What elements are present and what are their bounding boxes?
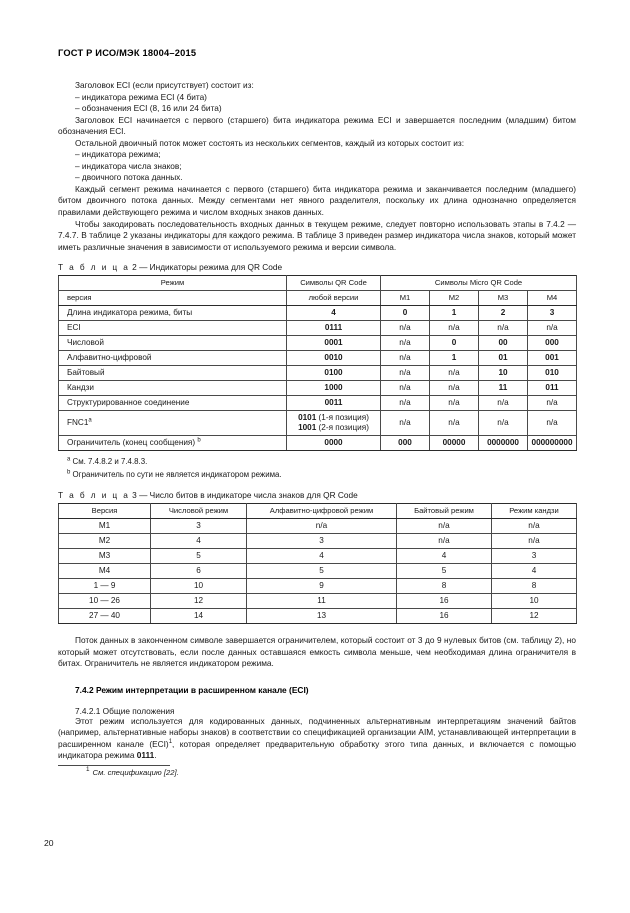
table3-row1-version: M2 [59,534,151,549]
table2-terminator-qr: 0000 [287,436,381,451]
bullet-mode-indicator: – индикатора режима; [75,149,161,160]
table2-fnc1-label-superscript: a [88,417,92,424]
paragraph-text-part2: , которая определяет предварительную обработку этого типа данных, и включается с помощью индикатора режима [58,738,576,761]
table2-row0-label: Длина индикатора режима, биты [59,306,287,321]
table-row [59,306,577,321]
table2-header-mode: Режим [59,276,287,291]
paragraph-text: Остальной двоичный поток может состоять из нескольких сегментов, каждый из которых состоит из: [75,137,465,148]
table3-header-version: Версия [59,504,151,519]
table2-fnc1-label-text: FNC1 [67,417,89,427]
table2-fnc1-qr-line2-note: (2-я позиция) [316,423,369,433]
table2-version-label: версия [59,291,287,306]
document-header: ГОСТ Р ИСО/МЭК 18004–2015 [58,48,197,58]
table2-fnc1-m2: n/a [430,411,479,436]
table2-row5-m3: 11 [479,381,528,396]
table3-row1-alphanumeric: 3 [247,534,397,549]
table2-row0-m1: 0 [381,306,430,321]
table3-header-numeric: Числовой режим [151,504,247,519]
bullet-char-count-indicator: – индикатора числа знаков; [75,160,182,171]
table2-fnc1-qr-line1-note: (1-я позиция) [316,412,369,422]
table3-caption-number: 3 [132,490,137,501]
table3-row4-version: 1 — 9 [59,579,151,594]
bullet-eci-mode-indicator: – индикатора режима ECI (4 бита) [75,91,207,102]
table3-row5-byte: 16 [397,594,492,609]
subsection-heading-7421: 7.4.2.1 Общие положения [75,705,175,716]
table2-row0-qr: 4 [287,306,381,321]
table3-row6-version: 27 — 40 [59,609,151,624]
table-row [59,564,577,579]
paragraph-eci-general [58,716,576,762]
table2-row3-m1: n/a [381,351,430,366]
table2-row6-m1: n/a [381,396,430,411]
table2-terminator-m4: 000000000 [528,436,577,451]
table2-row1-m1: n/a [381,321,430,336]
table2-header-microqr: Символы Micro QR Code [381,276,577,291]
table2-fnc1-qr-line1-code: 0101 [298,412,317,422]
table2-row3-qr: 0010 [287,351,381,366]
table2-note-a-text: См. 7.4.8.2 и 7.4.8.3. [72,457,148,467]
table2-caption-number: 2 [132,262,137,273]
table2-row1-qr: 0111 [287,321,381,336]
table2-row5-m1: n/a [381,381,430,396]
footnote-1-number: 1 [86,766,90,774]
page-number: 20 [44,838,54,848]
table2-row3-m4: 001 [528,351,577,366]
table2-note-b [67,469,576,482]
table3-header-row [59,504,577,519]
table2-row2-m2: 0 [430,336,479,351]
table2-row2-m1: n/a [381,336,430,351]
table2-caption-text: — Индикаторы режима для QR Code [139,262,283,273]
table-row [59,549,577,564]
table3-caption-label: Т а б л и ц а [58,490,130,501]
table-row-terminator [59,436,577,451]
table2-note-a [67,456,576,469]
paragraph-text: Поток данных в законченном символе завершается ограничителем, который состоит от 3 до 9 нулевых битов (см. таблицу 2), но который может отсутствовать, если после данных оставшаяся емкость символа меньше, чем необходимая длина ограничителя в битах. Ограничитель не является индикатором режима. [58,635,576,669]
paragraph-eci-header-intro [58,80,576,92]
table-row [59,519,577,534]
table-row [59,336,577,351]
table3-row3-version: M4 [59,564,151,579]
table2-row5-qr: 1000 [287,381,381,396]
table2-row6-m2: n/a [430,396,479,411]
paragraph-terminator [58,635,576,670]
table2-row5-m4: 011 [528,381,577,396]
table2-version-m1: M1 [381,291,430,306]
footnote-ref-1: 1 [168,739,173,746]
table3-row3-kanji: 4 [492,564,577,579]
table3-caption [58,490,576,500]
table2-version-row [59,291,577,306]
table3-row1-kanji: n/a [492,534,577,549]
table3-header-alphanumeric: Алфавитно-цифровой режим [247,504,397,519]
table2-version-m4: M4 [528,291,577,306]
table3-row2-alphanumeric: 4 [247,549,397,564]
table2-note-b-text: Ограничитель по сути не является индикатором режима. [72,469,282,479]
table2-caption-label: Т а б л и ц а [58,262,130,273]
table2-note-a-marker: a [67,456,71,463]
table2-row4-m2: n/a [430,366,479,381]
paragraph-text: Заголовок ECI (если присутствует) состоит из: [75,80,254,90]
table3-row1-numeric: 4 [151,534,247,549]
table-row [59,534,577,549]
table2-row5-label: Кандзи [59,381,287,396]
table2-note-b-marker: b [67,469,71,476]
table2-row3-m3: 01 [479,351,528,366]
footnote-1-text: См. спецификацию [22]. [92,768,179,778]
table2-row5-m2: n/a [430,381,479,396]
page-content [58,48,576,777]
table2-row6-label: Структурированное соединение [59,396,287,411]
paragraph-encoding-steps [58,219,576,254]
table-row [59,609,577,624]
table3-row0-version: M1 [59,519,151,534]
paragraph-remaining-stream [58,138,576,150]
table3-row2-version: M3 [59,549,151,564]
table2-fnc1-qr [287,411,381,436]
table2-row4-label: Байтовый [59,366,287,381]
table3-row5-kanji: 10 [492,594,577,609]
table2-row2-label: Числовой [59,336,287,351]
table-row [59,579,577,594]
paragraph-text-part1: Этот режим используется для кодированных данных, подчиненных альтернативным интерпретациям значений байтов (например, альтернативные наборы знаков) в соответствии со спецификацией организации AIM, устанавливающей интерпретации в расширенном канале (ECI) [58,715,576,749]
table3-row4-numeric: 10 [151,579,247,594]
table-row-fnc1 [59,411,577,436]
table3-row6-alphanumeric: 13 [247,609,397,624]
table2-row3-label: Алфавитно-цифровой [59,351,287,366]
table2-fnc1-m4: n/a [528,411,577,436]
table3-header-byte: Байтовый режим [397,504,492,519]
table-row [59,351,577,366]
table2-terminator-label-text: Ограничитель (конец сообщения) [67,437,196,447]
paragraph-text: Чтобы закодировать последовательность входных данных в текущем режиме, следует повторно использовать этапы в 7.4.2 — 7.4.7. В таблице 2 указаны индикаторы для каждого режима. В таблице 3 приведен размер индикатора числа знаков, который может иметь различные значения в зависимости от используемого режима и версии символа. [58,218,576,252]
table3-row6-kanji: 12 [492,609,577,624]
table3-row5-alphanumeric: 11 [247,594,397,609]
table2-terminator-m1: 000 [381,436,430,451]
table2-fnc1-label [59,411,287,436]
table-row [59,321,577,336]
table3-row5-numeric: 12 [151,594,247,609]
paragraph-text: Каждый сегмент режима начинается с первого (старшего) бита индикатора режима и заканчивается последним (младшего) битом двоичного потока данных. Между сегментами нет явного разделителя, поскольку их длина однозначно определяется правилами действующего режима и числом входных знаков данных. [58,183,576,218]
bullet-binary-data-stream: – двоичного потока данных. [75,172,183,183]
table3-row1-byte: n/a [397,534,492,549]
table3-row2-kanji: 3 [492,549,577,564]
section-heading-742: 7.4.2 Режим интерпретации в расширенном канале (ECI) [75,684,309,695]
table2-row1-m4: n/a [528,321,577,336]
table2-terminator-label [59,436,287,451]
table2-terminator-label-superscript: b [197,437,201,444]
table3-row3-numeric: 6 [151,564,247,579]
table2-fnc1-m3: n/a [479,411,528,436]
paragraph-text-end: . [154,750,157,761]
table2-terminator-m3: 0000000 [479,436,528,451]
footnote-1 [58,768,576,777]
paragraph-eci-header-start [58,115,576,138]
table2-row0-m4: 3 [528,306,577,321]
table2-row6-m4: n/a [528,396,577,411]
table2-row1-m2: n/a [430,321,479,336]
table3-row6-numeric: 14 [151,609,247,624]
table2-version-m2: M2 [430,291,479,306]
table3-row2-numeric: 5 [151,549,247,564]
table3-row0-alphanumeric: n/a [247,519,397,534]
table-row [59,396,577,411]
table2-version-qr: любой версии [287,291,381,306]
table2-caption [58,262,576,272]
table2-fnc1-qr-line1 [290,413,377,424]
table2-fnc1-qr-line2-code: 1001 [298,423,317,433]
table2-row4-m1: n/a [381,366,430,381]
table3-row0-numeric: 3 [151,519,247,534]
paragraph-segment-rules [58,184,576,219]
table2-header-row [59,276,577,291]
table2-row1-label: ECI [59,321,287,336]
table-row [59,594,577,609]
table2-row2-qr: 0001 [287,336,381,351]
table3-row0-kanji: n/a [492,519,577,534]
table2-fnc1-m1: n/a [381,411,430,436]
table3-row5-version: 10 — 26 [59,594,151,609]
table3-row4-byte: 8 [397,579,492,594]
table2-fnc1-qr-line2 [290,423,377,434]
table3-row3-byte: 5 [397,564,492,579]
table3-row2-byte: 4 [397,549,492,564]
table3-header-kanji: Режим кандзи [492,504,577,519]
table-row [59,381,577,396]
table3-row6-byte: 16 [397,609,492,624]
mode-indicator-code: 0111 [136,750,155,761]
table2-terminator-m2: 00000 [430,436,479,451]
table3-row3-alphanumeric: 5 [247,564,397,579]
table2-row1-m3: n/a [479,321,528,336]
table2-row4-qr: 0100 [287,366,381,381]
table2-row3-m2: 1 [430,351,479,366]
paragraph-text: Заголовок ECI начинается с первого (старшего) бита индикатора режима ECI и завершается последним (младшим) битом обозначения ECI. [58,114,576,137]
table2-row4-m3: 10 [479,366,528,381]
table2-row6-qr: 0011 [287,396,381,411]
table-row [59,366,577,381]
table2-row0-m3: 2 [479,306,528,321]
table2-row6-m3: n/a [479,396,528,411]
table-mode-indicators [58,275,577,451]
table3-row4-kanji: 8 [492,579,577,594]
table2-row2-m4: 000 [528,336,577,351]
table3-row0-byte: n/a [397,519,492,534]
table2-header-qr: Символы QR Code [287,276,381,291]
table2-notes [58,456,576,481]
table2-row4-m4: 010 [528,366,577,381]
table2-row2-m3: 00 [479,336,528,351]
table3-caption-text: — Число битов в индикаторе числа знаков для QR Code [139,490,358,501]
table3-row4-alphanumeric: 9 [247,579,397,594]
table2-row0-m2: 1 [430,306,479,321]
table2-version-m3: M3 [479,291,528,306]
footnote-separator [58,765,170,766]
bullet-eci-designation: – обозначения ECI (8, 16 или 24 бита) [75,103,222,114]
table-char-count-bits [58,503,577,624]
